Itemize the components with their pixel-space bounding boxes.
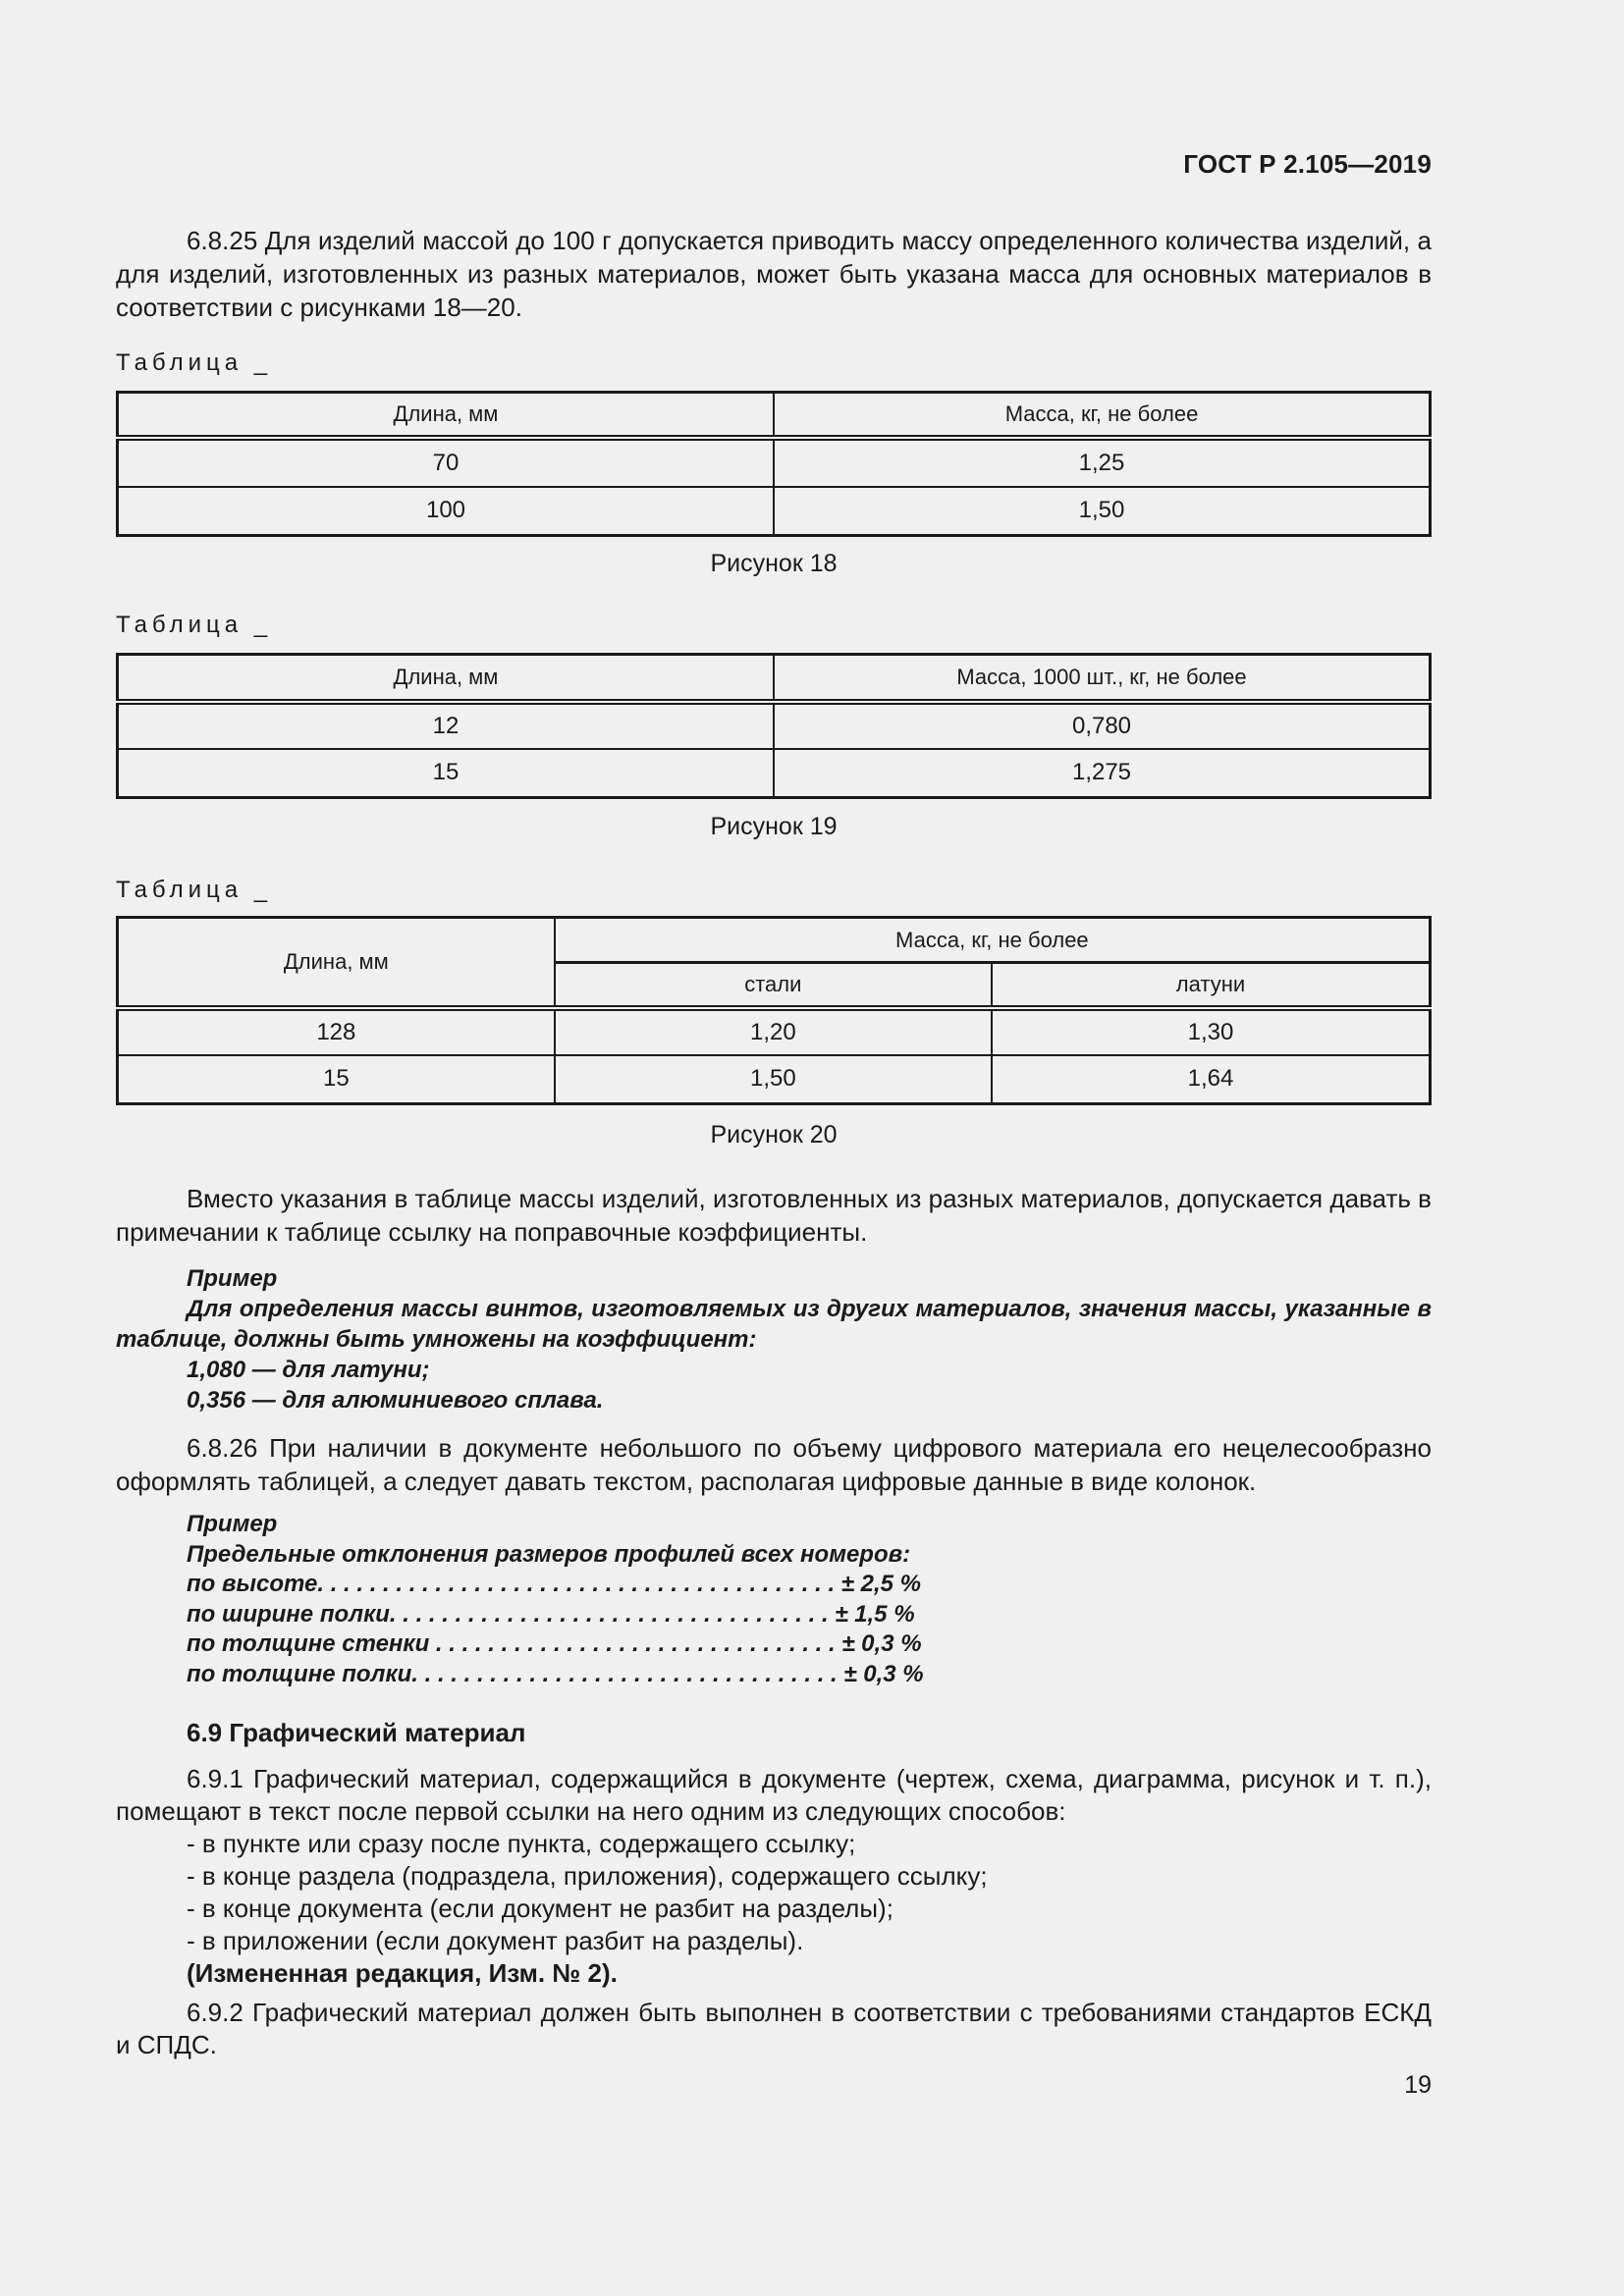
- tolerance-row-height: по высоте. . . . . . . . . . . . . . . . . . . . . . . . . . . . . . . . . . . . . . . . ± 2,5 %: [187, 1571, 922, 1597]
- column-header: Масса, 1000 шт., кг, не более: [774, 655, 1431, 702]
- tolerance-row-web-thickness: по толщине стенки . . . . . . . . . . . . . . . . . . . . . . . . . . . . . . . ± 0,3 %: [187, 1630, 922, 1657]
- placement-list: [116, 1828, 1432, 1990]
- amendment-text: (Измененная редакция, Изм. № 2).: [187, 1958, 618, 1988]
- list-item: [116, 1828, 1432, 1860]
- figure-18-table: [116, 391, 1432, 537]
- figure-20-caption: Рисунок 20: [710, 1121, 838, 1148]
- table-row: [118, 702, 1431, 749]
- list-item: [116, 1893, 1432, 1925]
- list-item: [116, 1925, 1432, 1957]
- table-row: [118, 1055, 1431, 1104]
- table-cell: 1,25: [774, 438, 1431, 487]
- figure-18-caption: Рисунок 18: [710, 550, 838, 577]
- paragraph-6-8-25: [116, 224, 1432, 324]
- paragraph-text: 6.9.2 Графический материал должен быть выполнен в соответствии с требованиями стандартов ЕСКД и СПДС.: [116, 1998, 1432, 2059]
- figure-19-caption: Рисунок 19: [710, 813, 838, 840]
- tolerance-row-flange-width: по ширине полки. . . . . . . . . . . . . . . . . . . . . . . . . . . . . . . . . . ± 1,5 %: [187, 1600, 915, 1628]
- document-header: ГОСТ Р 2.105—2019: [1183, 149, 1432, 179]
- table-cell: 12: [118, 702, 775, 749]
- table-row: [118, 1008, 1431, 1055]
- table-label: Таблица _: [116, 612, 273, 638]
- paragraph-text: 6.9.1 Графический материал, содержащийся в документе (чертеж, схема, диаграмма, рисунок и т. п.), помещают в текст после первой ссылки на него одним из следующих способов:: [116, 1764, 1432, 1826]
- column-header: Масса, кг, не более: [774, 393, 1431, 438]
- list-item-text: - в пункте или сразу после пункта, содержащего ссылку;: [187, 1829, 856, 1858]
- list-item-text: - в приложении (если документ разбит на разделы).: [187, 1926, 804, 1955]
- page-number: 19: [1404, 2071, 1432, 2099]
- amendment-note: [116, 1957, 1432, 1990]
- figure-20-table: [116, 916, 1432, 1105]
- table-cell: 1,50: [555, 1055, 992, 1104]
- table-cell: 1,275: [774, 749, 1431, 798]
- section-heading-6-9: [116, 1716, 1432, 1749]
- paragraph-correction-coefficients: [116, 1182, 1432, 1249]
- paragraph-text: 6.8.26 При наличии в документе небольшого по объему цифрового материала его нецелесообразно оформлять таблицей, а следует давать текстом, располагая цифровые данные в виде колонок.: [116, 1433, 1432, 1496]
- example-title: Пример: [187, 1265, 278, 1292]
- example-line: 0,356 — для алюминиевого сплава.: [187, 1387, 604, 1414]
- table-cell: 1,20: [555, 1008, 992, 1055]
- table-cell: 0,780: [774, 702, 1431, 749]
- column-group-header: Масса, кг, не более: [555, 918, 1431, 963]
- table-label: Таблица _: [116, 877, 273, 903]
- table-cell: 100: [118, 487, 775, 536]
- column-header: Длина, мм: [118, 918, 555, 1008]
- column-subheader: латуни: [992, 963, 1431, 1008]
- table-label: Таблица _: [116, 349, 273, 376]
- paragraph-6-9-1: [116, 1763, 1432, 1828]
- table-row: [118, 438, 1431, 487]
- example-text: Для определения массы винтов, изготовляемых из других материалов, значения массы, указанные в таблице, должны быть умножены на коэффициент:: [116, 1296, 1432, 1353]
- list-item-text: - в конце раздела (подраздела, приложения), содержащего ссылку;: [187, 1861, 988, 1891]
- example-2: [116, 1510, 1432, 1689]
- example-title: Пример: [187, 1511, 278, 1537]
- example-text: Предельные отклонения размеров профилей всех номеров:: [187, 1540, 911, 1568]
- table-cell: 15: [118, 749, 775, 798]
- table-cell: 1,30: [992, 1008, 1431, 1055]
- list-item: [116, 1860, 1432, 1893]
- table-cell: 128: [118, 1008, 555, 1055]
- tolerance-row-flange-thickness: по толщине полки. . . . . . . . . . . . . . . . . . . . . . . . . . . . . . . . . ± 0,3 %: [187, 1660, 924, 1687]
- table-cell: 15: [118, 1055, 555, 1104]
- list-item-text: - в конце документа (если документ не разбит на разделы);: [187, 1894, 893, 1923]
- column-header: Длина, мм: [118, 393, 775, 438]
- example-1: [116, 1263, 1432, 1415]
- table-cell: 70: [118, 438, 775, 487]
- example-line: 1,080 — для латуни;: [187, 1357, 430, 1383]
- table-row: [118, 749, 1431, 798]
- figure-19-table: [116, 653, 1432, 799]
- paragraph-6-8-26: [116, 1431, 1432, 1498]
- table-row: [118, 487, 1431, 536]
- paragraph-text: 6.8.25 Для изделий массой до 100 г допускается приводить массу определенного количества изделий, а для изделий, изготовленных из разных материалов, может быть указана масса для основных материалов в соответствии с рисунками 18—20.: [116, 226, 1432, 322]
- paragraph-text: Вместо указания в таблице массы изделий, изготовленных из разных материалов, допускается давать в примечании к таблице ссылку на поправочные коэффициенты.: [116, 1184, 1432, 1247]
- column-header: Длина, мм: [118, 655, 775, 702]
- paragraph-6-9-2: [116, 1997, 1432, 2061]
- column-subheader: стали: [555, 963, 992, 1008]
- table-cell: 1,50: [774, 487, 1431, 536]
- table-cell: 1,64: [992, 1055, 1431, 1104]
- heading-text: 6.9 Графический материал: [187, 1718, 526, 1747]
